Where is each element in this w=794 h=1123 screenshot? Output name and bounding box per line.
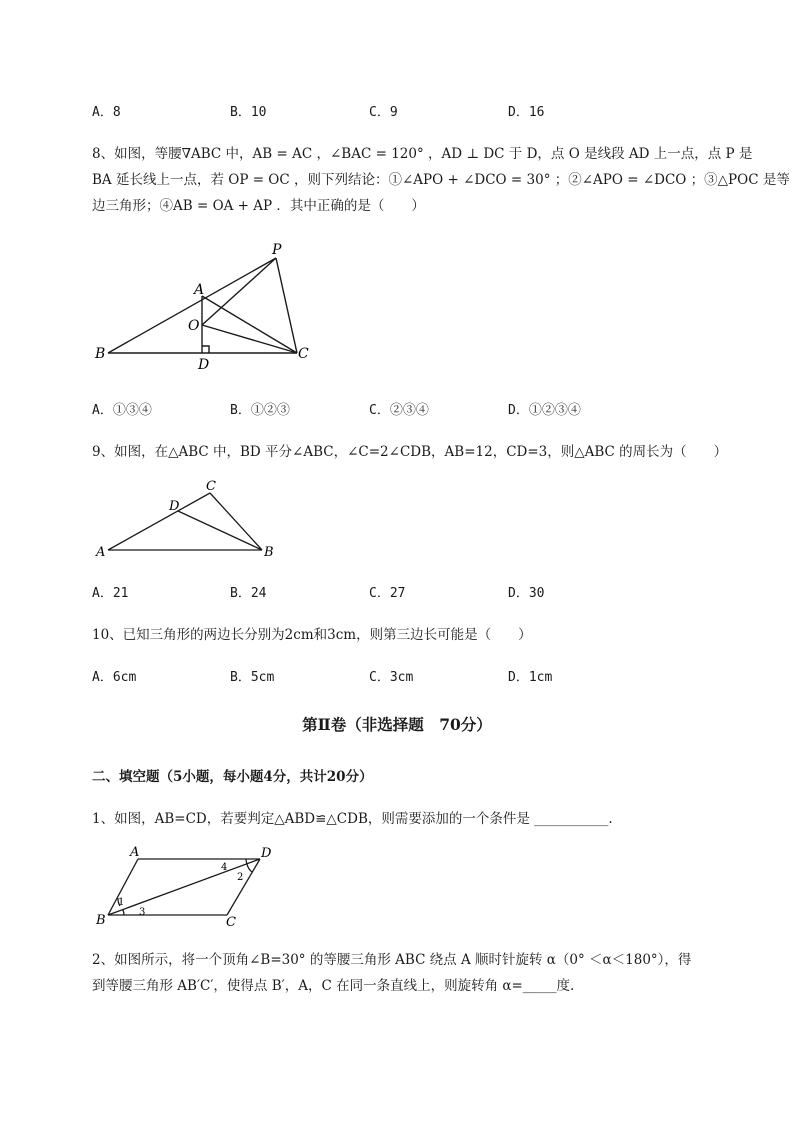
q8-option-c[interactable]: C．②③④ — [369, 403, 429, 418]
q10-option-c[interactable]: C．3cm — [369, 670, 414, 685]
q9-option-d[interactable]: D．30 — [508, 586, 545, 601]
fill1-angle-label-4: 4 — [221, 862, 228, 873]
q8-text-line3: 边三角形；④AB = OA + AP ．其中正确的是（ ） — [92, 198, 425, 214]
q9-figure — [90, 476, 290, 560]
q10-option-d[interactable]: D．1cm — [508, 670, 553, 685]
q8-line-oc — [202, 325, 297, 353]
fill2-text-line1: 2、如图所示，将一个顶角∠B=30° 的等腰三角形 ABC 绕点 A 顺时针旋转 α（0° ＜α＜180°），得 — [92, 952, 692, 968]
q7-option-d[interactable]: D．16 — [508, 105, 545, 120]
fill1-label-c: C — [226, 915, 236, 928]
fill1-line-cd — [227, 859, 260, 915]
fill2-text-line2: 到等腰三角形 AB′C′，使得点 B′，A，C 在同一条直线上，则旋转角 α=_____度. — [92, 978, 575, 994]
q9-label-d: D — [169, 499, 180, 514]
q8-right-angle-mark — [202, 346, 209, 353]
q8-text-line1: 8、如图，等腰∇ABC 中，AB = AC ，∠BAC = 120° ，AD ⊥ DC 于 D，点 O 是线段 AD 上一点，点 P 是 — [92, 146, 753, 162]
q9-line-ac — [108, 493, 210, 550]
q10-option-b[interactable]: B．5cm — [230, 670, 275, 685]
part2-title: 第Ⅱ卷（非选择题 70分） — [302, 715, 492, 734]
q7-option-b[interactable]: B．10 — [230, 105, 267, 120]
fill1-label-d: D — [261, 846, 272, 861]
q9-text: 9、如图，在△ABC 中，BD 平分∠ABC，∠C=2∠CDB，AB=12，CD=3，则△ABC 的周长为（ ） — [92, 444, 728, 460]
q9-line-cb — [210, 493, 262, 550]
q9-option-c[interactable]: C．27 — [369, 586, 406, 601]
q8-line-ac — [202, 296, 297, 353]
fill1-label-b: B — [96, 913, 106, 928]
fill1-figure — [90, 842, 290, 928]
fill1-line-bd — [108, 859, 260, 915]
q8-label-b: B — [95, 346, 106, 362]
q9-label-c: C — [206, 479, 216, 494]
q10-text: 10、已知三角形的两边长分别为2cm和3cm，则第三边长可能是（ ） — [92, 627, 532, 643]
q8-option-b[interactable]: B．①②③ — [230, 403, 290, 418]
q9-option-a[interactable]: A．21 — [92, 586, 129, 601]
q9-line-db — [178, 511, 262, 550]
q7-option-a[interactable]: A．8 — [92, 105, 121, 120]
q8-option-d[interactable]: D．①②③④ — [508, 403, 581, 418]
q8-label-a: A — [194, 282, 205, 298]
fill1-angle-label-1: 1 — [118, 897, 125, 908]
q8-line-pc — [276, 258, 297, 353]
q8-label-c: C — [298, 346, 309, 362]
fill1-angle-arc-2 — [247, 864, 252, 872]
q7-option-c[interactable]: C．9 — [369, 105, 398, 120]
q8-label-p: P — [272, 242, 282, 258]
q8-label-o: O — [188, 318, 200, 334]
q8-figure — [90, 238, 330, 373]
q9-label-a: A — [96, 545, 106, 560]
q8-label-d: D — [198, 357, 210, 373]
q8-option-a[interactable]: A．①③④ — [92, 403, 152, 418]
q9-label-b: B — [264, 545, 274, 560]
fill1-angle-label-2: 2 — [237, 872, 244, 883]
q9-option-b[interactable]: B．24 — [230, 586, 267, 601]
q8-text-line2: BA 延长线上一点，若 OP = OC ，则下列结论：①∠APO + ∠DCO = 30° ；②∠APO = ∠DCO ；③△POC 是等 — [92, 172, 790, 188]
fill1-angle-arc-3 — [123, 910, 124, 915]
fill1-text: 1、如图，AB=CD，若要判定△ABD≌△CDB，则需要添加的一个条件是 ___________. — [92, 811, 613, 827]
fill1-angle-label-3: 3 — [139, 907, 146, 918]
fill1-angle-arc-4 — [246, 859, 247, 864]
q8-line-op — [202, 258, 276, 325]
q10-option-a[interactable]: A．6cm — [92, 670, 137, 685]
fill1-label-a: A — [130, 845, 140, 860]
fill-section-heading: 二、填空题（5小题，每小题4分，共计20分） — [92, 769, 373, 785]
